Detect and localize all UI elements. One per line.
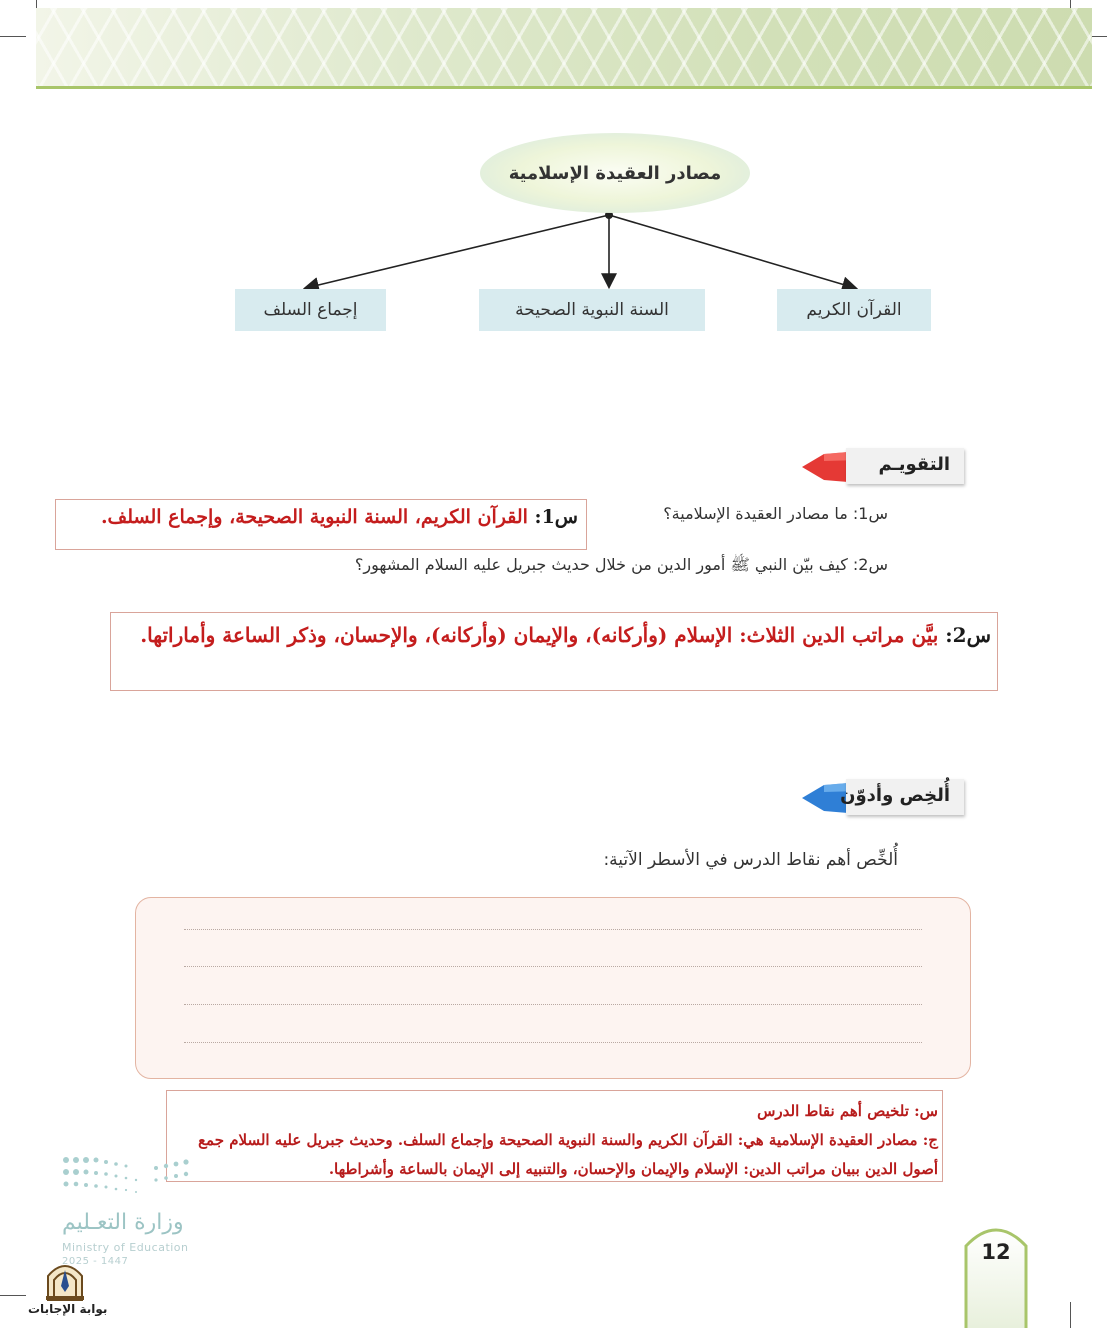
page-number-tab bbox=[963, 1216, 1029, 1328]
answers-gate-logo-icon bbox=[44, 1256, 86, 1302]
ministry-name-arabic: وزارة التعـليم bbox=[62, 1210, 184, 1235]
ministry-name-english: Ministry of Education bbox=[62, 1241, 189, 1254]
answer-1-label: س1: bbox=[534, 506, 578, 528]
crop-mark bbox=[1070, 1302, 1071, 1328]
ministry-dots-logo-icon bbox=[60, 1152, 200, 1200]
notes-box[interactable] bbox=[135, 897, 971, 1079]
summary-label: س: تلخيص أهم نقاط الدرس bbox=[757, 1102, 938, 1120]
diagram-node-ijma: إجماع السلف bbox=[235, 289, 386, 331]
answer-2-box bbox=[110, 612, 998, 691]
crop-mark bbox=[0, 1295, 26, 1296]
section-header-summarize bbox=[798, 779, 964, 817]
diagram-root: مصادر العقيدة الإسلامية bbox=[480, 133, 750, 213]
diagram-node-sunnah: السنة النبوية الصحيحة bbox=[479, 289, 705, 331]
answer-1-text: القرآن الكريم، السنة النبوية الصحيحة، وإجماع السلف. bbox=[100, 506, 528, 528]
summary-text: ج: مصادر العقيدة الإسلامية هي: القرآن الكريم والسنة النبوية الصحيحة وإجماع السلف. وحديث جبريل عليه السلام جمع أصول الدين ببيان مراتب الدين: الإسلام والإيمان والإحسان، والتنبيه إلى الإيمان بالساعة وأشراطها. bbox=[198, 1131, 938, 1178]
question-1: س1: ما مصادر العقيدة الإسلامية؟ bbox=[663, 504, 888, 523]
answer-2-label: س2: bbox=[945, 623, 991, 647]
section-title: التقويـم bbox=[878, 454, 950, 475]
question-2: س2: كيف بيّن النبي ﷺ أمور الدين من خلال حديث جبريل عليه السلام المشهور؟ bbox=[354, 555, 888, 574]
summary-answer-box bbox=[166, 1090, 943, 1182]
ministry-year: 2025 - 1447 bbox=[62, 1256, 129, 1267]
diagram-node-quran: القرآن الكريم bbox=[777, 289, 931, 331]
page-number: 12 bbox=[981, 1240, 1011, 1264]
answers-gate-logo-text: بوابة الإجابات bbox=[28, 1302, 108, 1316]
section-header-evaluation bbox=[798, 448, 964, 486]
summary-instruction: أُلخِّص أهم نقاط الدرس في الأسطر الآتية: bbox=[603, 850, 898, 870]
answer-2-text: بيَّن مراتب الدين الثلاث: الإسلام (وأركانه)، والإيمان (وأركانه)، والإحسان، وذكر الساعة وأماراتها. bbox=[140, 623, 939, 647]
section-title: أُلخِص وأدوّن bbox=[840, 785, 950, 806]
answer-1-box bbox=[55, 499, 587, 550]
